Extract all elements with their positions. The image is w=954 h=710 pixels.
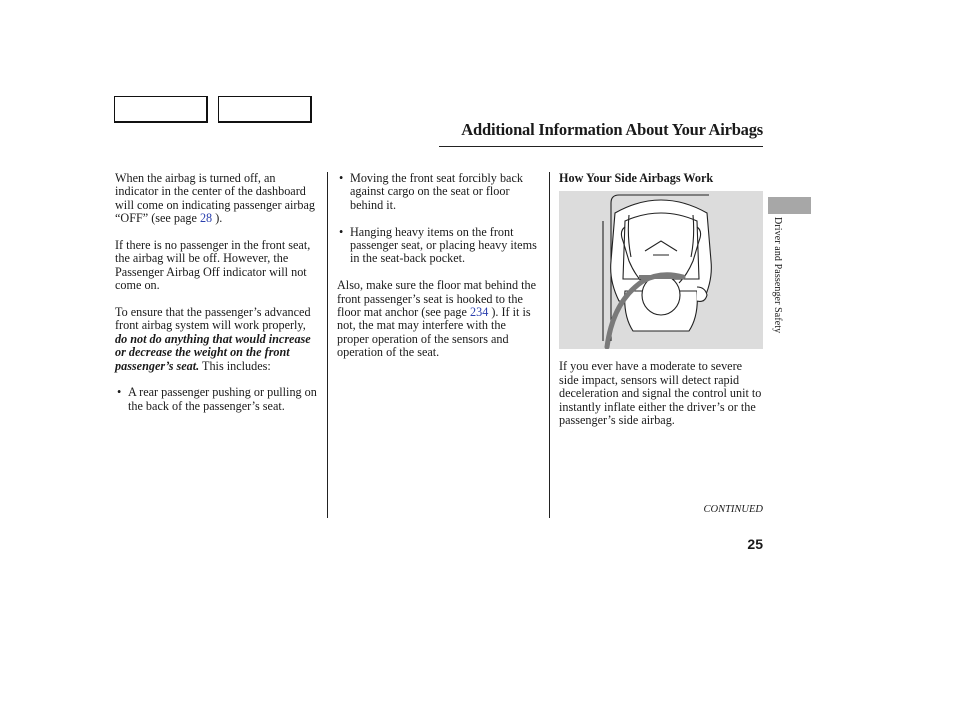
paragraph-floor-mat: Also, make sure the floor mat behind the front passenger’s seat is hooked to the floor mat anchor (see page 234 ). If it is not, the mat may interfere with the proper operation of the sensors and operation of the seat.	[337, 278, 537, 360]
section-side-label: Driver and Passenger Safety	[772, 217, 783, 334]
section-tab-marker	[768, 197, 811, 214]
column-divider-1	[327, 172, 328, 518]
column-1	[115, 172, 320, 427]
nav-button-next[interactable]	[218, 96, 312, 123]
nav-button-prev[interactable]	[114, 96, 208, 123]
page-number: 25	[747, 536, 763, 552]
paragraph-side-impact: If you ever have a moderate to severe side impact, sensors will detect rapid deceleration and signal the control unit to instantly inflate either the driver’s or the passenger’s side airbag.	[559, 359, 762, 428]
page-title: Additional Information About Your Airbags	[461, 120, 763, 139]
list-item: • Moving the front seat forcibly back against cargo on the seat or floor behind it.	[337, 172, 537, 212]
title-underline	[439, 146, 763, 147]
emphasis-warning: do not do anything that would increase or decrease the weight on the front passenger’s seat.	[115, 331, 311, 373]
paragraph-no-passenger: If there is no passenger in the front seat, the airbag will be off. However, the Passenger Airbag Off indicator will not come on.	[115, 238, 311, 293]
page-link-234[interactable]: 234	[470, 305, 489, 320]
paragraph-indicator: When the airbag is turned off, an indicator in the center of the dashboard will come on indicating passenger airbag “OFF” (see page 28 ).	[115, 171, 316, 226]
column-2	[337, 172, 537, 373]
list-item: • A rear passenger pushing or pulling on the back of the passenger’s seat.	[115, 386, 320, 413]
continued-label: CONTINUED	[703, 504, 763, 515]
side-airbag-illustration	[559, 191, 763, 349]
section-heading: How Your Side Airbags Work	[559, 171, 714, 185]
column-3	[559, 172, 764, 441]
column-divider-2	[549, 172, 550, 518]
paragraph-weight-warning: To ensure that the passenger’s advanced front airbag system will work properly, do not do anything that would increase or decrease the weight on the front passenger’s seat. This includes:	[115, 305, 311, 373]
seat-diagram-icon	[559, 191, 763, 349]
page-link-28[interactable]: 28	[199, 211, 213, 226]
list-item: • Hanging heavy items on the front passenger seat, or placing heavy items in the seat-back pocket.	[337, 226, 537, 266]
